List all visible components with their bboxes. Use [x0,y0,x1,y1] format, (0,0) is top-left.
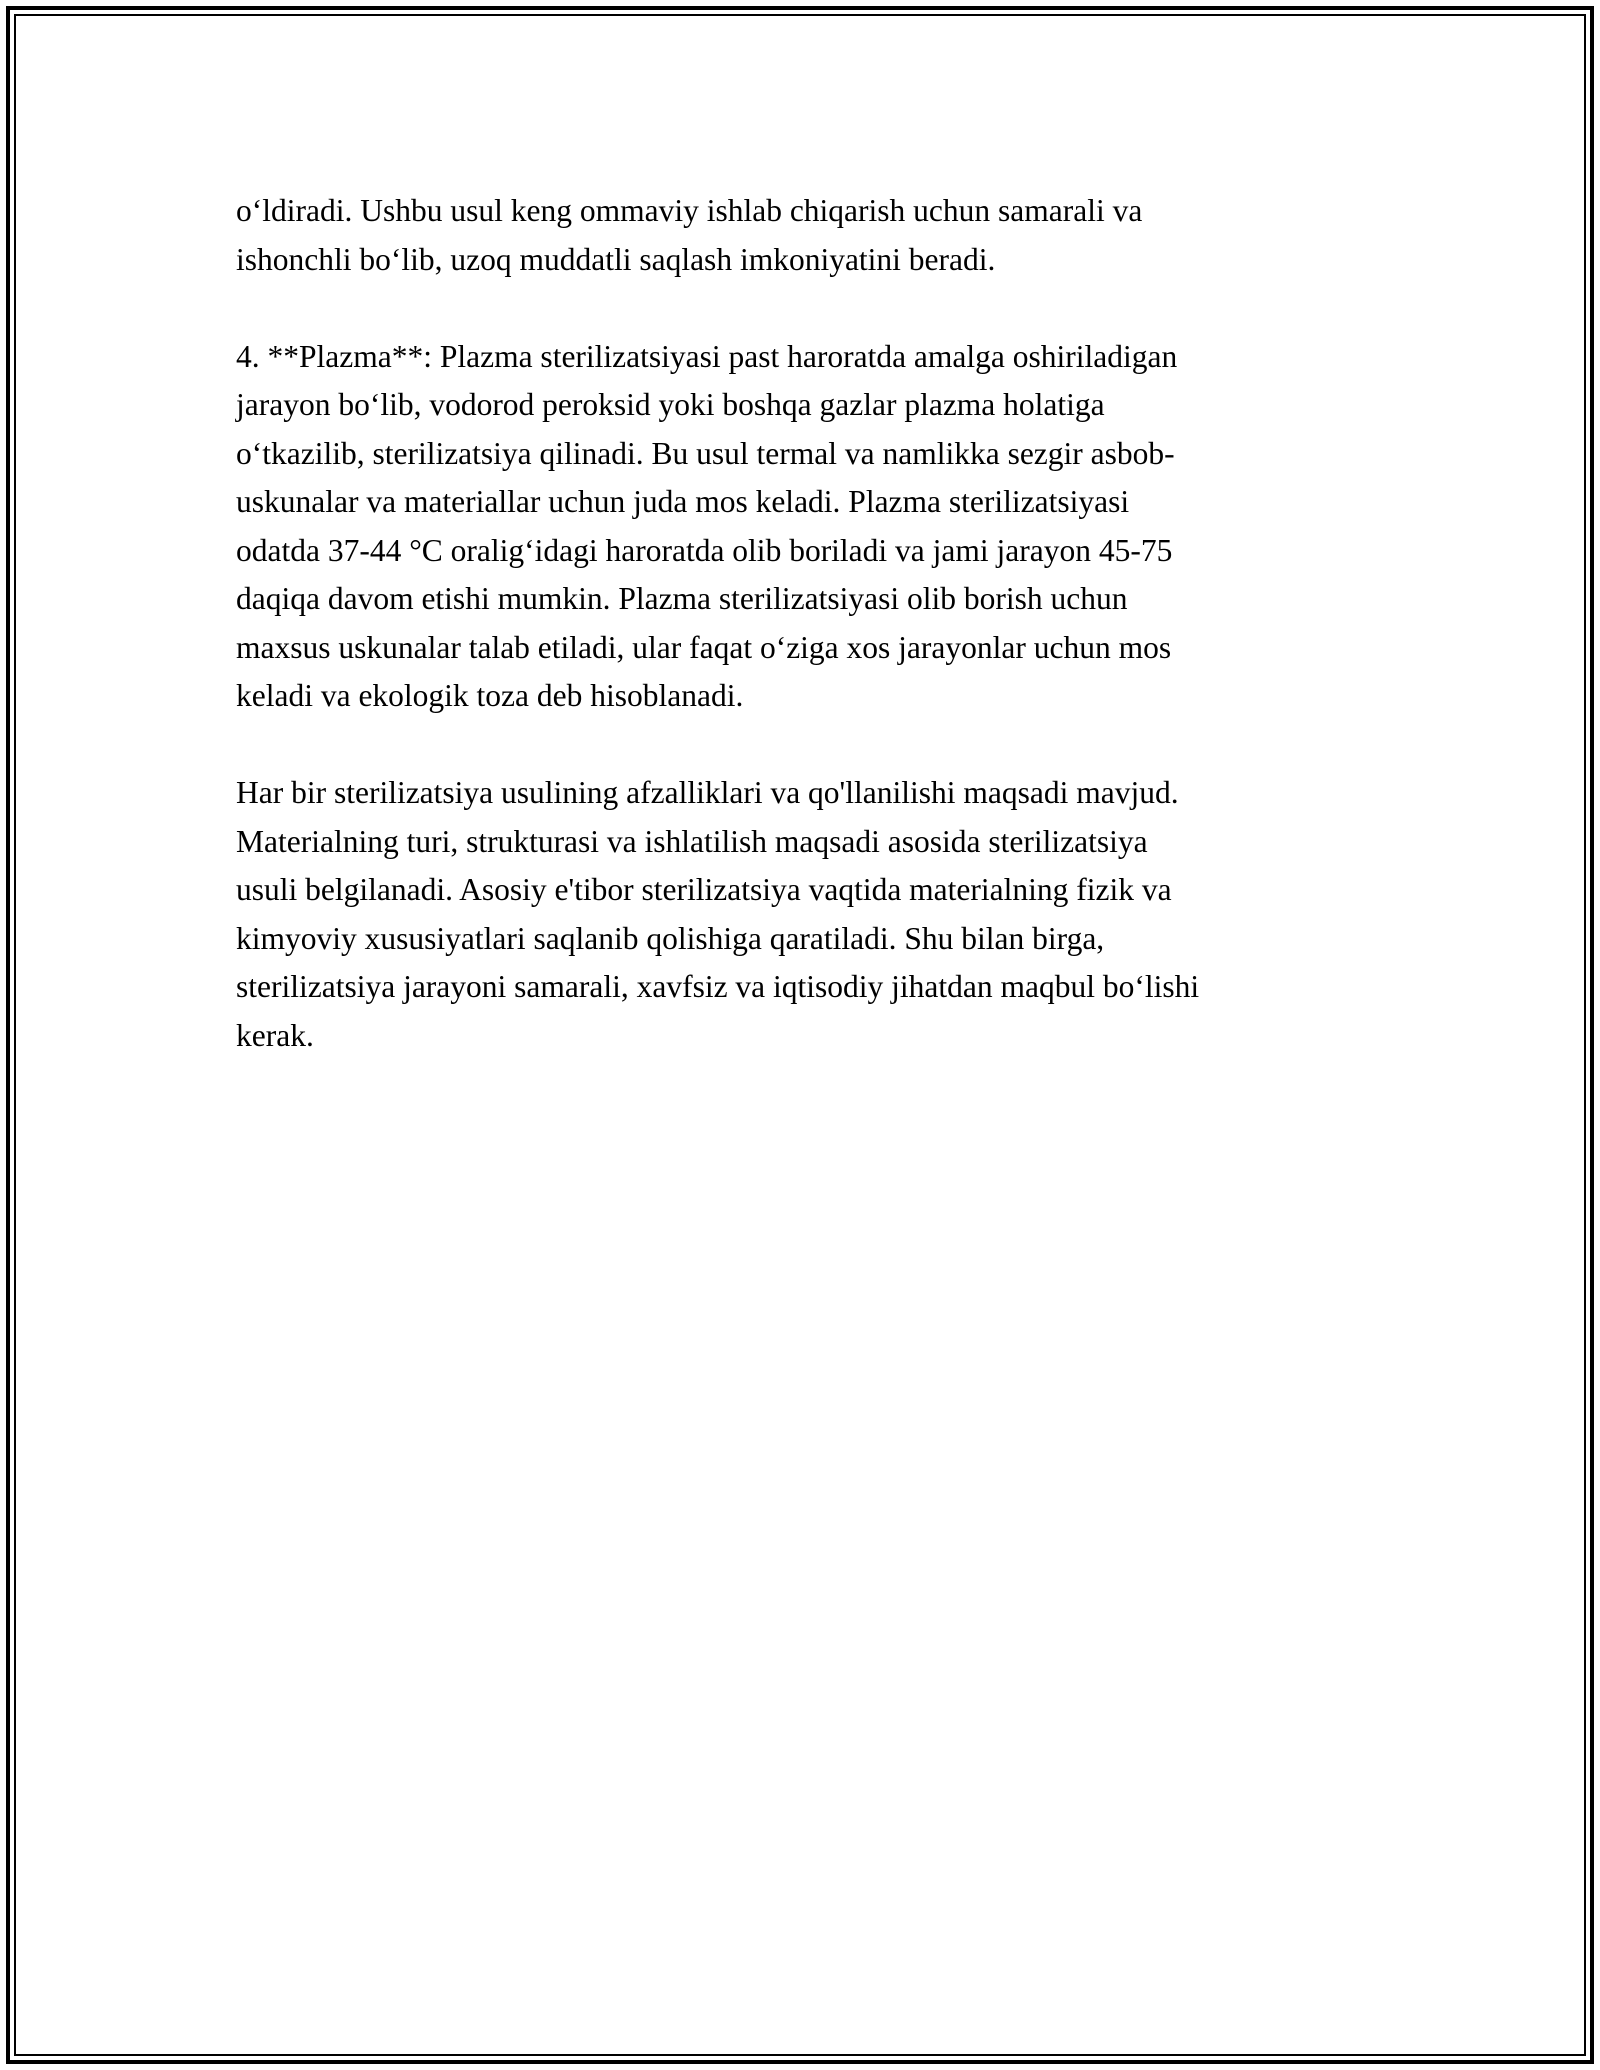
document-body [236,187,1376,1109]
paragraph-conclusion: Har bir sterilizatsiya usulining afzalliklari va qo'llanilishi maqsadi mavjud. Materialning turi, strukturasi va ishlatilish maqsadi asosida sterilizatsiya usuli belgilanadi. Asosiy e'tibor sterilizatsiya vaqtida materialning fizik va kimyoviy xususiyatlari saqlanib qolishiga qaratiladi. Shu bilan birga, sterilizatsiya jarayoni samarali, xavfsiz va iqtisodiy jihatdan maqbul bo‘lishi kerak. [236,775,1200,1053]
paragraph-plasma-sterilization: 4. **Plazma**: Plazma sterilizatsiyasi past haroratda amalga oshiriladigan jarayon bo‘lib, vodorod peroksid yoki boshqa gazlar plazma holatiga o‘tkazilib, sterilizatsiya qilinadi. Bu usul termal va namlikka sezgir asbob- uskunalar va materiallar uchun juda mos keladi. Plazma sterilizatsiyasi odatda 37-44 °C oralig‘idagi haroratda olib boriladi va jami jarayon 45-75 daqiqa davom etishi mumkin. Plazma sterilizatsiyasi olib borish uchun maxsus uskunalar talab etiladi, ular faqat o‘ziga xos jarayonlar uchun mos keladi va ekologik toza deb hisoblanadi. [236,338,1178,713]
paragraph-continuation: o‘ldiradi. Ushbu usul keng ommaviy ishlab chiqarish uchun samarali va ishonchli bo‘lib, uzoq muddatli saqlash imkoniyatini beradi. [236,193,1143,277]
